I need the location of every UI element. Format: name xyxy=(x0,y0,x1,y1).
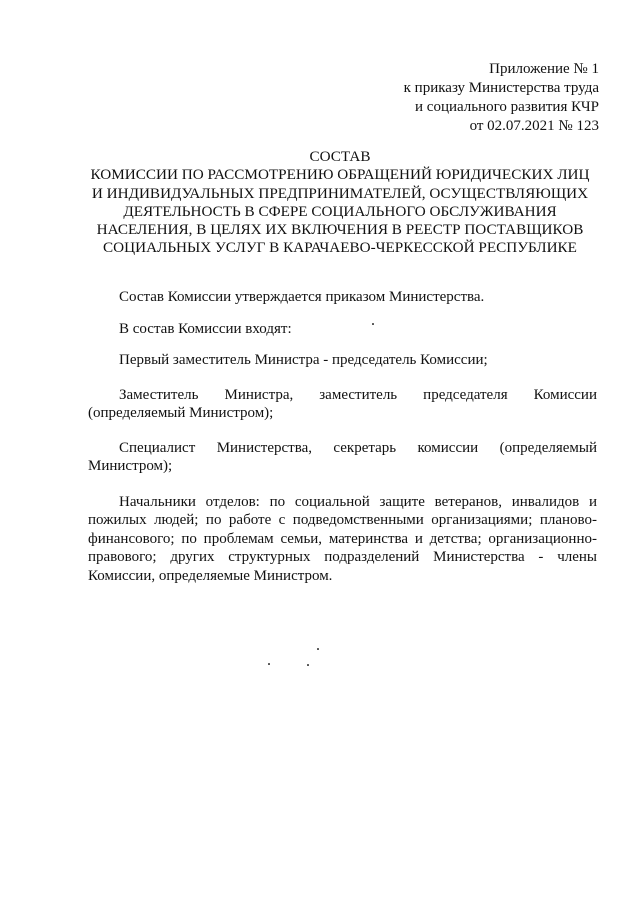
document-title xyxy=(70,148,610,258)
scan-speck xyxy=(317,648,319,650)
document-body xyxy=(88,288,597,585)
scan-speck xyxy=(307,664,309,666)
body-paragraph: Первый заместитель Министра - председатель Комиссии; xyxy=(119,352,488,368)
appendix-line-ministry: и социального развития КЧР xyxy=(415,99,599,115)
body-paragraph: Заместитель Министра, заместитель председателя Комиссии (определяемый Министром); xyxy=(88,386,597,421)
scan-speck xyxy=(372,323,374,325)
appendix-header xyxy=(404,60,599,136)
title-line: И ИНДИВИДУАЛЬНЫХ ПРЕДПРИНИМАТЕЛЕЙ, ОСУЩЕСТВЛЯЮЩИХ xyxy=(91,184,589,202)
title-line: КОМИССИИ ПО РАССМОТРЕНИЮ ОБРАЩЕНИЙ ЮРИДИЧЕСКИХ ЛИЦ xyxy=(90,166,590,184)
title-line: ДЕЯТЕЛЬНОСТЬ В СФЕРЕ СОЦИАЛЬНОГО ОБСЛУЖИВАНИЯ xyxy=(123,202,557,220)
title-line: СОСТАВ xyxy=(309,148,371,165)
body-paragraph: Начальники отделов: по социальной защите ветеранов, инвалидов и пожилых людей; по работе с подведомственными организациями; планово-финансового; по проблемам семьи, материнства и детства; организационно-правового; других структурных подразделений Министерства - члены Комиссии, определяемые Министром. xyxy=(88,493,597,584)
title-line: НАСЕЛЕНИЯ, В ЦЕЛЯХ ИХ ВКЛЮЧЕНИЯ В РЕЕСТР ПОСТАВЩИКОВ xyxy=(96,221,584,239)
body-paragraph: В состав Комиссии входят: xyxy=(119,320,292,337)
title-line: СОЦИАЛЬНЫХ УСЛУГ В КАРАЧАЕВО-ЧЕРКЕССКОЙ РЕСПУБЛИКЕ xyxy=(103,239,577,257)
body-paragraph: Состав Комиссии утверждается приказом Министерства. xyxy=(119,289,485,305)
scan-speck xyxy=(268,663,270,665)
appendix-line-date: от 02.07.2021 № 123 xyxy=(469,118,599,134)
body-paragraph: Специалист Министерства, секретарь комиссии (определяемый Министром); xyxy=(88,439,597,474)
appendix-line-number: Приложение № 1 xyxy=(489,61,599,77)
appendix-line-order: к приказу Министерства труда xyxy=(403,80,599,96)
